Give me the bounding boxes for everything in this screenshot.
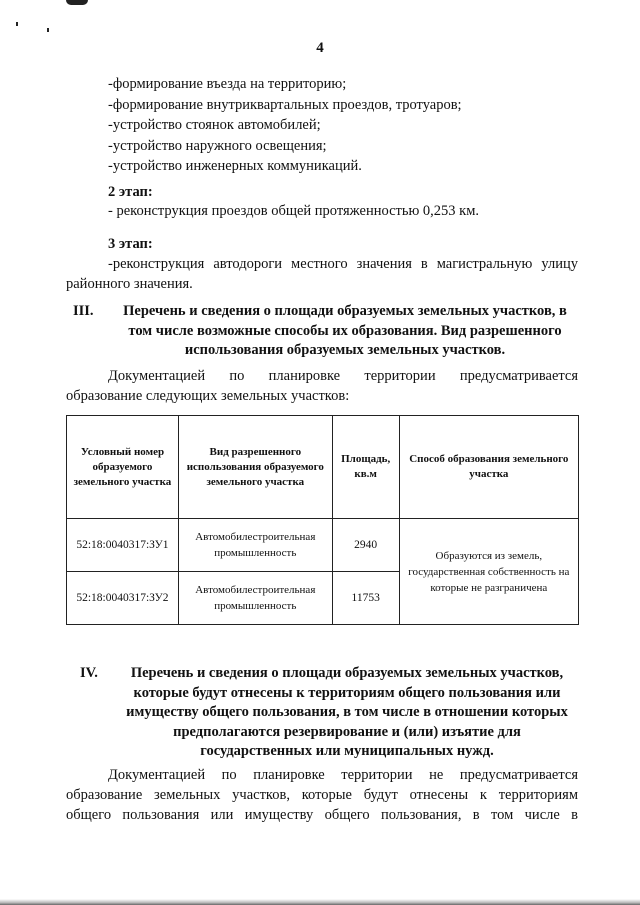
- section4-para-line2: образование земельных участков, которые будут отнесены к территориям: [66, 787, 578, 803]
- scan-mark-top: [66, 0, 88, 5]
- cell-plot-method: Образуются из земель, государственная собственность на которые не разграничена: [399, 519, 578, 625]
- section4-para-line3: общего пользования или имуществу общего пользования, в том числе в: [66, 807, 578, 823]
- cell-plot-area: 11753: [332, 572, 399, 625]
- col-header-use: Вид разрешенного использования образуемого земельного участка: [178, 416, 332, 519]
- scan-mark-left: [16, 22, 18, 26]
- col-header-number: Условный номер образуемого земельного участка: [67, 416, 179, 519]
- table-header-row: [67, 416, 579, 519]
- cell-plot-id: 52:18:0040317:ЗУ1: [67, 519, 179, 572]
- section4-title-line: которые будут отнесены к территориям общего пользования или: [133, 684, 561, 701]
- section4-para-line1: Документацией по планировке территории не предусматривается: [108, 767, 578, 783]
- section4-title: [112, 664, 582, 762]
- section4-number: IV.: [80, 665, 98, 681]
- section4-title-line: предполагаются резервирование и (или) изъятие для: [173, 723, 521, 740]
- section3-para-line2: образование следующих земельных участков:: [66, 388, 350, 404]
- section4-title-line: Перечень и сведения о площади образуемых земельных участков,: [130, 665, 564, 681]
- list-item: -формирование въезда на территорию;: [108, 76, 347, 92]
- section3-title: [110, 302, 580, 361]
- list-item: -формирование внутриквартальных проездов, тротуаров;: [108, 96, 462, 113]
- table-row: [67, 519, 579, 572]
- scan-mark-left2: [47, 28, 49, 32]
- stage1-list: [108, 74, 462, 177]
- stage3-text-line2: районного значения.: [66, 276, 193, 292]
- cell-plot-id: 52:18:0040317:ЗУ2: [67, 572, 179, 625]
- section4-title-line: государственных или муниципальных нужд.: [200, 743, 494, 759]
- stage3-heading: 3 этап:: [108, 236, 153, 252]
- page-number: 4: [316, 40, 324, 56]
- stage2-heading: 2 этап:: [108, 184, 153, 200]
- stage2-text: - реконструкция проездов общей протяженностью 0,253 км.: [108, 203, 480, 219]
- section3-title-line: том числе возможные способы их образования. Вид разрешенного: [128, 322, 562, 339]
- section3-title-line: использования образуемых земельных участков.: [184, 342, 506, 358]
- col-header-area: Площадь, кв.м: [332, 416, 399, 519]
- stage3-text-line1: -реконструкция автодороги местного значения в магистральную улицу: [108, 256, 578, 272]
- section4-title-line: имуществу общего пользования, в том числе в отношении которых: [126, 704, 568, 720]
- cell-plot-use: Автомобилестроительная промышленность: [178, 519, 332, 572]
- list-item: -устройство наружного освещения;: [108, 137, 327, 154]
- cell-plot-use: Автомобилестроительная промышленность: [178, 572, 332, 625]
- land-plots-table: [66, 415, 579, 625]
- section3-title-line: Перечень и сведения о площади образуемых земельных участков, в: [123, 303, 567, 319]
- col-header-method: Способ образования земельного участка: [399, 416, 578, 519]
- section3-para-line1: Документацией по планировке территории предусматривается: [108, 368, 578, 384]
- scan-bottom-edge: [0, 899, 640, 905]
- cell-plot-area: 2940: [332, 519, 399, 572]
- section3-number: III.: [73, 303, 94, 319]
- list-item: -устройство инженерных коммуникаций.: [108, 158, 362, 174]
- list-item: -устройство стоянок автомобилей;: [108, 117, 321, 133]
